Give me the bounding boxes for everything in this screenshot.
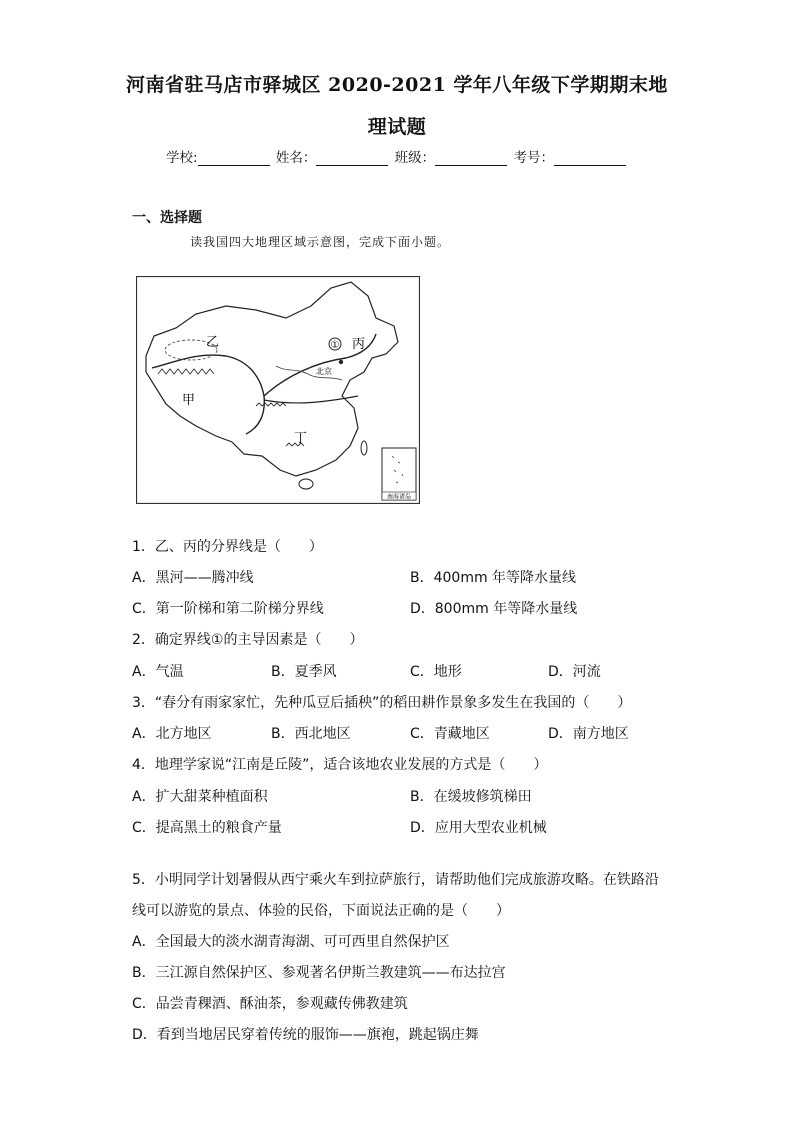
beijing-label: 北京 (316, 367, 332, 376)
inset-label: 南海诸岛 (386, 493, 412, 501)
question-5-option-c[interactable]: C．品尝青稞酒、酥油茶，参观藏传佛教建筑 (132, 996, 408, 1012)
question-2-option-d[interactable]: D．河流 (548, 664, 601, 680)
question-2-option-b[interactable]: B．夏季风 (271, 664, 337, 680)
school-blank (198, 151, 270, 166)
page-title-line2: 理试题 (367, 116, 427, 138)
section-intro: 读我国四大地理区域示意图，完成下面小题。 (190, 235, 451, 249)
page-title-line1: 河南省驻马店市驿城区 2020-2021 学年八年级下学期期末地 (126, 74, 668, 96)
class-blank (435, 151, 507, 166)
question-5-option-b[interactable]: B．三江源自然保护区、参观著名伊斯兰教建筑——布达拉宫 (132, 965, 506, 981)
question-1-option-a[interactable]: A．黑河——腾冲线 (132, 570, 254, 586)
class-label: 班级： (394, 150, 436, 166)
question-1-option-c[interactable]: C．第一阶梯和第二阶梯分界线 (132, 601, 324, 617)
question-4-option-d[interactable]: D．应用大型农业机械 (410, 820, 547, 836)
question-2-stem: 2．确定界线①的主导因素是（ ） (132, 632, 364, 648)
map-frame (137, 277, 420, 504)
exam-number-label: 考号： (513, 150, 554, 166)
region-label-yi: 乙 (206, 335, 220, 350)
china-regions-map (136, 276, 420, 504)
question-4-option-c[interactable]: C．提高黑土的粮食产量 (132, 820, 282, 836)
question-5-option-a[interactable]: A．全国最大的淡水湖青海湖、可可西里自然保护区 (132, 934, 450, 950)
question-4-option-a[interactable]: A．扩大甜菜种植面积 (132, 789, 268, 805)
region-label-bing: 丙 (352, 337, 366, 352)
exam-number-blank (554, 151, 626, 166)
region-label-jia: 甲 (182, 393, 196, 408)
student-info-row (166, 146, 628, 166)
beijing-marker (339, 360, 343, 364)
region-label-ding: 丁 (294, 431, 308, 446)
question-3-stem: 3．“春分有雨家家忙，先种瓜豆后插秧”的稻田耕作景象多发生在我国的（ ） (132, 695, 632, 711)
question-3-option-d[interactable]: D．南方地区 (548, 726, 629, 742)
name-label: 姓名： (275, 150, 317, 166)
question-3-option-a[interactable]: A．北方地区 (132, 726, 212, 742)
question-2-option-c[interactable]: C．地形 (410, 664, 462, 680)
school-label: 学校: (166, 150, 198, 166)
question-3-option-b[interactable]: B．西北地区 (271, 726, 351, 742)
section-heading: 一、选择题 (132, 210, 202, 226)
name-blank (316, 151, 388, 166)
question-1-stem: 1．乙、丙的分界线是（ ） (132, 539, 323, 555)
question-3-option-c[interactable]: C．青藏地区 (410, 726, 490, 742)
question-4-stem: 4．地理学家说“江南是丘陵”，适合该地农业发展的方式是（ ） (132, 757, 548, 773)
question-1-option-b[interactable]: B．400mm 年等降水量线 (410, 570, 577, 586)
question-1-option-d[interactable]: D．800mm 年等降水量线 (410, 601, 578, 617)
boundary-1-label: ① (330, 340, 340, 351)
question-5-option-d[interactable]: D．看到当地居民穿着传统的服饰——旗袍，跳起锅庄舞 (132, 1027, 479, 1043)
question-2-option-a[interactable]: A．气温 (132, 664, 184, 680)
question-5-stem-line1: 5．小明同学计划暑假从西宁乘火车到拉萨旅行，请帮助他们完成旅游攻略。在铁路沿 (132, 872, 659, 888)
question-4-option-b[interactable]: B．在缓坡修筑梯田 (410, 789, 532, 805)
question-5-stem-line2: 线可以游览的景点、体验的民俗，下面说法正确的是（ ） (132, 903, 510, 919)
